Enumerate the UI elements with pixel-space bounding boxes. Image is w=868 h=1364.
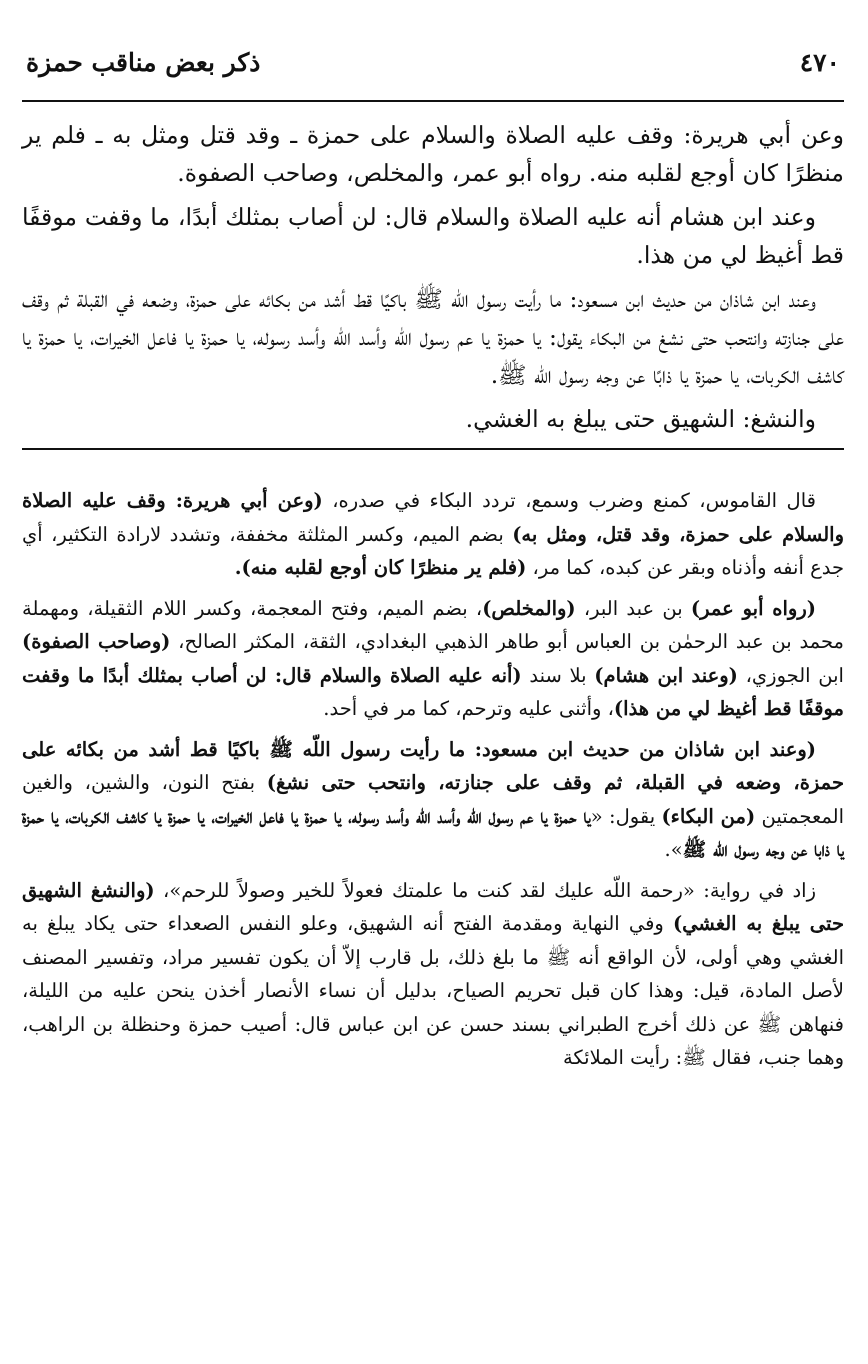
quoted-matn: (والمخلص) (482, 596, 576, 620)
quoted-matn: (أنه عليه الصلاة والسلام قال: لن أصاب بمثلك أبدًا ما وقفت موقفًا قط أغيظ لي من هذا) (22, 663, 844, 720)
commentary-text: زاد في رواية: «رحمة اللّه عليك لقد كنت ما علمتك فعولاً للخير وصولاً للرحم»، (154, 878, 816, 902)
commentary-text: يقول: « (590, 804, 662, 828)
quoted-matn: يا حمزة يا عم رسول اللّه وأسد اللّه وأسد رسوله، يا حمزة يا فاعل الخيرات، يا حمزة يا كاشف الكربات، يا حمزة يا ذابا عن وجه رسول اللّه ﷺ (22, 804, 844, 861)
commentary-text: ابن الجوزي، (737, 663, 844, 687)
commentary-paragraph (22, 484, 844, 585)
commentary-text: بضم الميم، وكسر المثلثة مخففة، وتشدد لارادة التكثير، أي جدع أنفه وأذناه وبقر عن كبده، كما مر، (22, 522, 844, 579)
commentary-text: ». (664, 838, 683, 861)
commentary-text: قال القاموس، كمنع وضرب وسمع، تردد البكاء في صدره، (322, 489, 816, 512)
page-number: ٤٧٠ (799, 48, 840, 77)
quoted-matn: (وعند ابن شاذان من حديث ابن مسعود: ما رأيت رسول اللّه ﷺ باكيًا قط أشد من بكائه على حمزة، وضعه في القبلة، ثم وقف على جنازته، وانتحب حتى نشغ) (22, 737, 844, 794)
commentary-paragraph (22, 733, 844, 867)
chapter-title: ذكر بعض مناقب حمزة (26, 48, 261, 77)
matn-paragraph: وعن أبي هريرة: وقف عليه الصلاة والسلام على حمزة ـ وقد قتل ومثل به ـ فلم ير منظرًا كان أوجع لقلبه منه. رواه أبو عمر، والمخلص، وصاحب الصفوة. (22, 121, 844, 187)
commentary-text: بفتح النون، والشين، والغين المعجمتين (22, 771, 845, 828)
commentary-text: بن عبد البر، (575, 596, 691, 620)
matn-paragraph: وعند ابن هشام أنه عليه الصلاة والسلام قال: لن أصاب بمثلك أبدًا، ما وقفت موقفًا قط أغيظ لي من هذا. (22, 203, 844, 269)
commentary-text: بلا سند (521, 663, 595, 687)
commentary-text: ، بضم الميم، وفتح المعجمة، وكسر اللام الثقيلة، ومهملة محمد بن عبد الرحمٰن بن العباس أبو طاهر الذهبي البغدادي، الثقة، المكثر الصالح، (22, 596, 844, 653)
quoted-matn: (فلم ير منظرًا كان أوجع لقلبه منه). (234, 556, 527, 579)
matn-paragraph: وعند ابن شاذان من حديث ابن مسعود: ما رأيت رسول الله ﷺ باكيًا قط أشد من بكائه على حمزة، وضعه في القبلة ثم وقف على جنازته وانتحب حتى نشغ من البكاء يقول: يا حمزة يا عم رسول الله وأسد الله وأسد رسوله، يا حمزة يا فاعل الخيرات، يا حمزة يا كاشف الكربات، يا حمزة يا ذابًا عن وجه رسول الله ﷺ. (22, 285, 844, 389)
quoted-matn: (وصاحب الصفوة) (22, 630, 171, 653)
quoted-matn: (من البكاء) (661, 804, 756, 828)
quoted-matn: (وعن أبي هريرة: وقف عليه الصلاة والسلام على حمزة، وقد قتل، ومثل به) (22, 489, 844, 546)
quoted-matn: (والنشغ الشهيق حتى يبلغ به الغشي) (22, 878, 844, 935)
text-commentary-divider (22, 448, 844, 450)
commentary (22, 484, 844, 1075)
main-text (22, 116, 844, 438)
header-divider (22, 100, 844, 102)
page-header (22, 48, 844, 92)
quoted-matn: (رواه أبو عمر) (690, 596, 816, 620)
book-page (22, 48, 844, 1082)
commentary-paragraph (22, 592, 844, 726)
commentary-text: ، وأثنى عليه وترحم، كما مر في أحد. (323, 697, 614, 720)
matn-paragraph: والنشغ: الشهيق حتى يبلغ به الغشي. (465, 405, 816, 433)
quoted-matn: (وعند ابن هشام) (594, 663, 738, 687)
commentary-text: وفي النهاية ومقدمة الفتح أنه الشهيق، وعلو النفس الصعداء حتى يكاد يبلغ به الغشي وهي أولى، لأن الواقع أنه ﷺ ما بلغ ذلك، بل قارب إلاّ أن يكون تفسير مراد، وتفسير المصنف لأصل المادة، قيل: وهذا كان قبل تحريم الصياح، بدليل أن نساء الأنصار أخذن ينحن عليه من الليلة، فنهاهن ﷺ عن ذلك أخرج الطبراني بسند حسن عن ابن عباس قال: أصيب حمزة وحنظلة بن الراهب، وهما جنب، فقال ﷺ: رأيت الملائكة (22, 912, 844, 1069)
commentary-paragraph (22, 874, 844, 1075)
